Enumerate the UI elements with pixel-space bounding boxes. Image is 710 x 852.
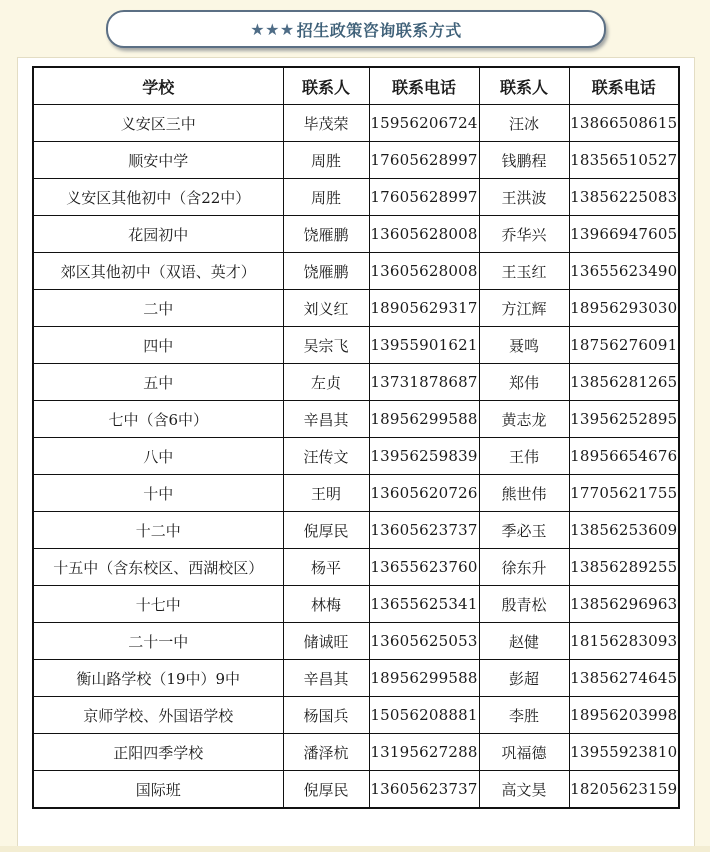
phone-1-cell: 13605628008	[369, 253, 479, 290]
contact-2-cell: 郑伟	[479, 364, 569, 401]
page-title: 招生政策咨询联系方式	[296, 20, 462, 40]
phone-2-cell: 17705621755	[569, 475, 679, 512]
school-cell: 十中	[33, 475, 283, 512]
school-cell: 十二中	[33, 512, 283, 549]
phone-2-cell: 18956203998	[569, 697, 679, 734]
phone-2-cell: 13856274645	[569, 660, 679, 697]
header-phone-2: 联系电话	[569, 67, 679, 105]
table-row	[33, 660, 679, 697]
contact-2-cell: 赵健	[479, 623, 569, 660]
phone-1-cell: 13956259839	[369, 438, 479, 475]
contact-1-cell: 杨平	[283, 549, 369, 586]
header-phone-1: 联系电话	[369, 67, 479, 105]
table-row	[33, 586, 679, 623]
school-cell: 义安区其他初中（含22中）	[33, 179, 283, 216]
contact-1-cell: 辛昌其	[283, 401, 369, 438]
phone-2-cell: 18356510527	[569, 142, 679, 179]
phone-2-cell: 13856253609	[569, 512, 679, 549]
phone-1-cell: 13605623737	[369, 512, 479, 549]
phone-2-cell: 13956252895	[569, 401, 679, 438]
school-cell: 二十一中	[33, 623, 283, 660]
contact-2-cell: 王伟	[479, 438, 569, 475]
contact-1-cell: 辛昌其	[283, 660, 369, 697]
phone-2-cell: 13856225083	[569, 179, 679, 216]
table-row	[33, 475, 679, 512]
school-cell: 顺安中学	[33, 142, 283, 179]
school-cell: 七中（含6中）	[33, 401, 283, 438]
school-cell: 四中	[33, 327, 283, 364]
table-row	[33, 290, 679, 327]
phone-2-cell: 18756276091	[569, 327, 679, 364]
phone-1-cell: 13605620726	[369, 475, 479, 512]
phone-2-cell: 13856296963	[569, 586, 679, 623]
table-body	[33, 105, 679, 809]
school-cell: 义安区三中	[33, 105, 283, 142]
school-cell: 十五中（含东校区、西湖校区）	[33, 549, 283, 586]
contact-1-cell: 潘泽杭	[283, 734, 369, 771]
contact-1-cell: 杨国兵	[283, 697, 369, 734]
phone-1-cell: 15956206724	[369, 105, 479, 142]
table-row	[33, 623, 679, 660]
school-cell: 正阳四季学校	[33, 734, 283, 771]
contact-2-cell: 殷青松	[479, 586, 569, 623]
contact-2-cell: 李胜	[479, 697, 569, 734]
table-row	[33, 512, 679, 549]
table-row	[33, 105, 679, 142]
contact-2-cell: 钱鹏程	[479, 142, 569, 179]
phone-1-cell: 13655623760	[369, 549, 479, 586]
school-cell: 十七中	[33, 586, 283, 623]
contact-2-cell: 徐东升	[479, 549, 569, 586]
phone-2-cell: 13856281265	[569, 364, 679, 401]
contact-1-cell: 周胜	[283, 142, 369, 179]
table-row	[33, 771, 679, 809]
contact-2-cell: 高文昊	[479, 771, 569, 809]
contact-2-cell: 聂鸣	[479, 327, 569, 364]
contact-1-cell: 汪传文	[283, 438, 369, 475]
contact-2-cell: 王洪波	[479, 179, 569, 216]
contact-2-cell: 方江辉	[479, 290, 569, 327]
table-row	[33, 549, 679, 586]
school-cell: 衡山路学校（19中）9中	[33, 660, 283, 697]
header-school: 学校	[33, 67, 283, 105]
table-row	[33, 734, 679, 771]
contact-2-cell: 巩福德	[479, 734, 569, 771]
phone-1-cell: 18956299588	[369, 401, 479, 438]
school-cell: 国际班	[33, 771, 283, 809]
table-row	[33, 327, 679, 364]
contact-1-cell: 倪厚民	[283, 512, 369, 549]
bottom-divider	[0, 846, 710, 852]
contact-1-cell: 饶雁鹏	[283, 216, 369, 253]
phone-1-cell: 13605623737	[369, 771, 479, 809]
phone-1-cell: 17605628997	[369, 142, 479, 179]
school-cell: 郊区其他初中（双语、英才）	[33, 253, 283, 290]
contact-1-cell: 毕茂荣	[283, 105, 369, 142]
phone-1-cell: 18956299588	[369, 660, 479, 697]
phone-1-cell: 13605628008	[369, 216, 479, 253]
table-row	[33, 438, 679, 475]
contact-2-cell: 彭超	[479, 660, 569, 697]
contact-2-cell: 熊世伟	[479, 475, 569, 512]
contact-1-cell: 刘义红	[283, 290, 369, 327]
table-row	[33, 401, 679, 438]
contact-2-cell: 乔华兴	[479, 216, 569, 253]
phone-2-cell: 18156283093	[569, 623, 679, 660]
page-title-banner	[106, 10, 606, 48]
contact-1-cell: 周胜	[283, 179, 369, 216]
phone-1-cell: 13731878687	[369, 364, 479, 401]
phone-2-cell: 18205623159	[569, 771, 679, 809]
contact-table-card	[17, 57, 695, 847]
phone-2-cell: 18956293030	[569, 290, 679, 327]
school-cell: 花园初中	[33, 216, 283, 253]
phone-1-cell: 13195627288	[369, 734, 479, 771]
table-row	[33, 216, 679, 253]
header-contact-1: 联系人	[283, 67, 369, 105]
contact-2-cell: 王玉红	[479, 253, 569, 290]
school-cell: 八中	[33, 438, 283, 475]
contact-1-cell: 王明	[283, 475, 369, 512]
table-row	[33, 179, 679, 216]
contact-1-cell: 左贞	[283, 364, 369, 401]
table-row	[33, 697, 679, 734]
contact-1-cell: 倪厚民	[283, 771, 369, 809]
phone-1-cell: 17605628997	[369, 179, 479, 216]
phone-2-cell: 13966947605	[569, 216, 679, 253]
phone-2-cell: 13856289255	[569, 549, 679, 586]
header-contact-2: 联系人	[479, 67, 569, 105]
star-icons: ★★★	[250, 19, 295, 39]
table-row	[33, 364, 679, 401]
phone-1-cell: 13605625053	[369, 623, 479, 660]
phone-1-cell: 13655625341	[369, 586, 479, 623]
table-row	[33, 142, 679, 179]
school-cell: 五中	[33, 364, 283, 401]
school-cell: 二中	[33, 290, 283, 327]
phone-2-cell: 13866508615	[569, 105, 679, 142]
contact-2-cell: 黄志龙	[479, 401, 569, 438]
contact-1-cell: 储诚旺	[283, 623, 369, 660]
contact-1-cell: 吴宗飞	[283, 327, 369, 364]
contact-2-cell: 汪冰	[479, 105, 569, 142]
phone-1-cell: 15056208881	[369, 697, 479, 734]
contact-2-cell: 季必玉	[479, 512, 569, 549]
phone-2-cell: 13955923810	[569, 734, 679, 771]
table-header-row	[33, 67, 679, 105]
school-cell: 京师学校、外国语学校	[33, 697, 283, 734]
phone-1-cell: 18905629317	[369, 290, 479, 327]
phone-1-cell: 13955901621	[369, 327, 479, 364]
contact-table	[32, 66, 680, 809]
phone-2-cell: 18956654676	[569, 438, 679, 475]
contact-1-cell: 林梅	[283, 586, 369, 623]
table-row	[33, 253, 679, 290]
phone-2-cell: 13655623490	[569, 253, 679, 290]
contact-1-cell: 饶雁鹏	[283, 253, 369, 290]
